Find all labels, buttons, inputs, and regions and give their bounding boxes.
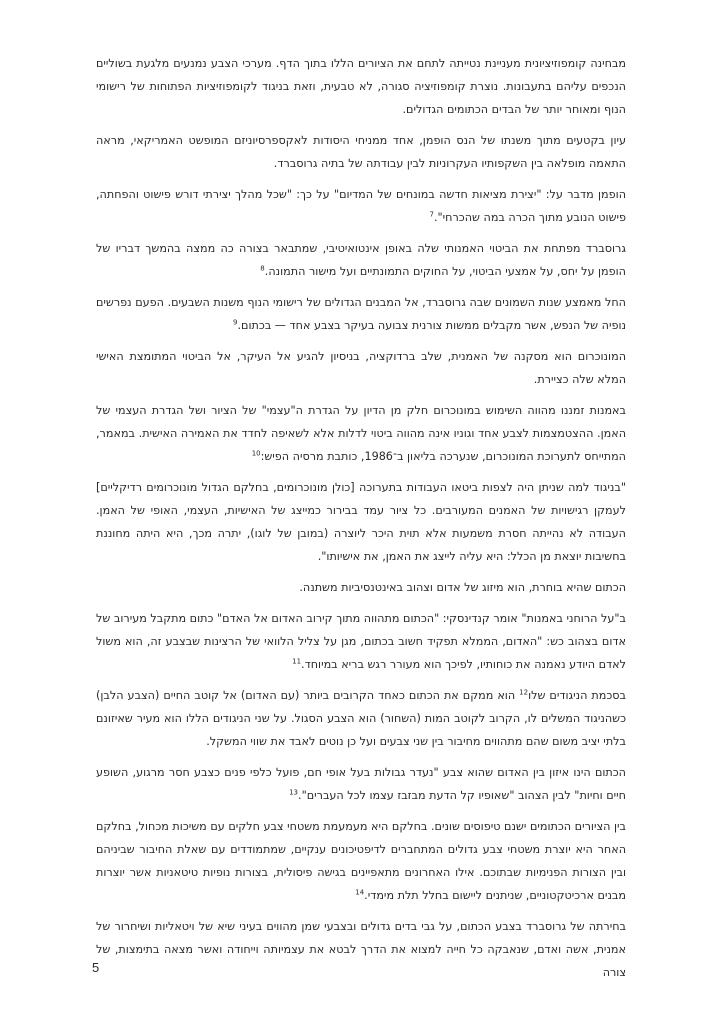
paragraph: גרוסברד מפתחת את הביטוי האמנותי שלה באופן אינטואיטיבי, שמתבאר בצורה כה ממצה בהמשך דבריו של הופמן על יחס, על אמצעי הביטוי, על החוקים התמונתיים ועל מישור התמונה.$^8$ <box>96 242 626 278</box>
paragraph: בסכמת הניגודים שלו$^{12}$ הוא ממקם את הכתום כאחד הקרובים ביותר (עם האדום) אל קוטב החיים (הצבע הלבן) כשהניגוד המשלים לו, הקרוב לקוטב המות (השחור) הוא הצבע הסגול. על שני הניגודים הללו הוא מעיר שאיזונם בלתי יציב משום שהם מתהווים מחיבור בין שני צבעים ועל כן נוטים לאבד את שווי המשקל. <box>96 688 626 748</box>
paragraph: הכתום שהיא בוחרת, הוא מיזוג של אדום וצהוב באינטנסיביות משתנה. <box>299 581 626 594</box>
paragraph: החל מאמצע שנות השמונים שבה גרוסברד, אל המבנים הגדולים של רישומי הנוף משנות השבעים. הפעם נפרשים נופיה של הנפש, אשר מקבלים ממשות צורנית צבועה בעיקר בצבע אחד — בכתום.$^9$ <box>96 296 626 332</box>
footnote-ref: 9 <box>233 318 238 327</box>
paragraph: המונוכרום הוא מסקנה של האמנית, שלב ברדוקציה, בניסיון להגיע אל העיקר, אל הביטוי המתומצת האישי המלא שלה כציירת. <box>96 350 626 386</box>
paragraph: מבחינה קומפוזיציונית מעניינת נטייתה לתחם את הציורים הללו בתוך הדף. מערכי הצבע נמנעים מלגעת בשוליים הנכפים עליהם בתעבונות. נוצרת קומפוזיציה סגורה, לא טבעית, וזאת בניגוד לקומפוזיציות הפתוחות של רישומי הנוף ומאוחר יותר של הבדים הכתומים הגדולים. <box>96 57 626 116</box>
paragraph: באמנות זמננו מהווה השימוש במונוכרום חלק מן הדיון על הגדרת ה"עצמי" של הציור ושל הגדרת העצמי של האמן. ההצטמצמות לצבע אחד וגוניו אינה מהווה ביטוי לדלות אלא לשאיפה לחדד את האמירה האישית. במאמר, המתייחס לתערוכת המונוכרום, שנערכה בליאון ב־1986, כותבת מרסיה הפיש:$^{10}$ <box>96 404 626 463</box>
paragraph: בחירתה של גרוסברד בצבע הכתום, על גבי בדים גדולים ובצבעי שמן מהווים בעיני שיא של ויטאליות ושיחרור של אמנית, אשה ואדם, שנאבקה כל חייה למצוא את הדרך לבטא את עצמיותה וייחודה ואשר מצאה בתימצות, של צורה <box>96 920 626 979</box>
footnote-ref: 7 <box>429 210 434 219</box>
paragraph: בין הציורים הכתומים ישנם טיפוסים שונים. בחלקם היא מעמעמת משטחי צבע חלקים עם משיכות מכחול, בחלקם האחר היא יוצרת משטחי צבע גדולים המתחברים לדיפטיכונים ענקיים, שמתמודדים עם שאלת החיבור שביניהם ובין הצורות הפנימיות שבתוכם. אילו האחרונים מתאפיינים בגישה פיסולית, בצורות נופיות טיטאניות אשר יוצרות מבנים ארכיטקטוניים, שניתנים ליישום בחלל תלת מימדי.$^{14}$ <box>96 820 626 902</box>
footnote-ref: 12 <box>519 688 529 697</box>
paragraph: עיון בקטעים מתוך משנתו של הנס הופמן, אחד ממניחי היסודות לאקספרסיוניזם המופשט האמריקאי, מראה התאמה מופלאה בין השקפותיו העקרוניות לבין עבודתה של בתיה גרוסברד. <box>96 134 626 170</box>
paragraph: הופמן מדבר על: "יצירת מציאות חדשה במונחים של המדיום" על כך: "שכל מהלך יצירתי דורש פישוט והפחתה, פישוט הנובע מתוך הכרה במה שהכרחי".$^7$ <box>96 188 626 224</box>
text-body <box>96 52 626 992</box>
page-number: 5 <box>92 960 100 975</box>
footnote-ref: 8 <box>260 264 265 273</box>
footnote-ref: 13 <box>289 788 299 797</box>
paragraph: ב"על הרוחני באמנות" אומר קנדינסקי: "הכתום מתהווה מתוך קירוב האדום אל האדם" כתום מתקבל מעירוב של אדום בצהוב כש: "האדום, הממלא תפקיד חשוב בכתום, מגן על צליל הלוואי של הרצינות שבצבע זה, הוא משול לאדם היודע נאמנה את כוחותיו, לפיכך הוא מעורר רגש בריא במיוחד.$^{11}$ <box>96 612 626 671</box>
footnote-ref: 10 <box>251 449 261 458</box>
quote-paragraph: "בניגוד למה שניתן היה לצפות ביטאו העבודות בתערוכה [כולן מונוכרומים, בחלקם הגדול מונוכרומים רדיקליים] לעמקן רגישויות של האמנים המעורבים. כל ציור עמד בבירור כמייצג של האישיות, העצמי, האופי של האמן. העבודה לא נהייתה חסרת משמעות אלא תוית היכר ליוצרה (במובן של לוגו), יתרה מכך, היא היתה מחוננת בחשיבות יוצאת מן הכלל: היא עליה לייצג את האמן, את אישיותו". <box>96 481 626 563</box>
paragraph: הכתום הינו איזון בין האדום שהוא צבע "נעדר גבולות בעל אופי חם, פועל כלפי פנים כצבע חסר מרגוע, השופע חיים וחיות" לבין הצהוב "שאופיו קל הדעת מבזבז עצמו לכל העברים".$^{13}$ <box>96 766 626 802</box>
footnote-ref: 14 <box>355 888 365 897</box>
footnote-ref: 11 <box>292 657 302 666</box>
